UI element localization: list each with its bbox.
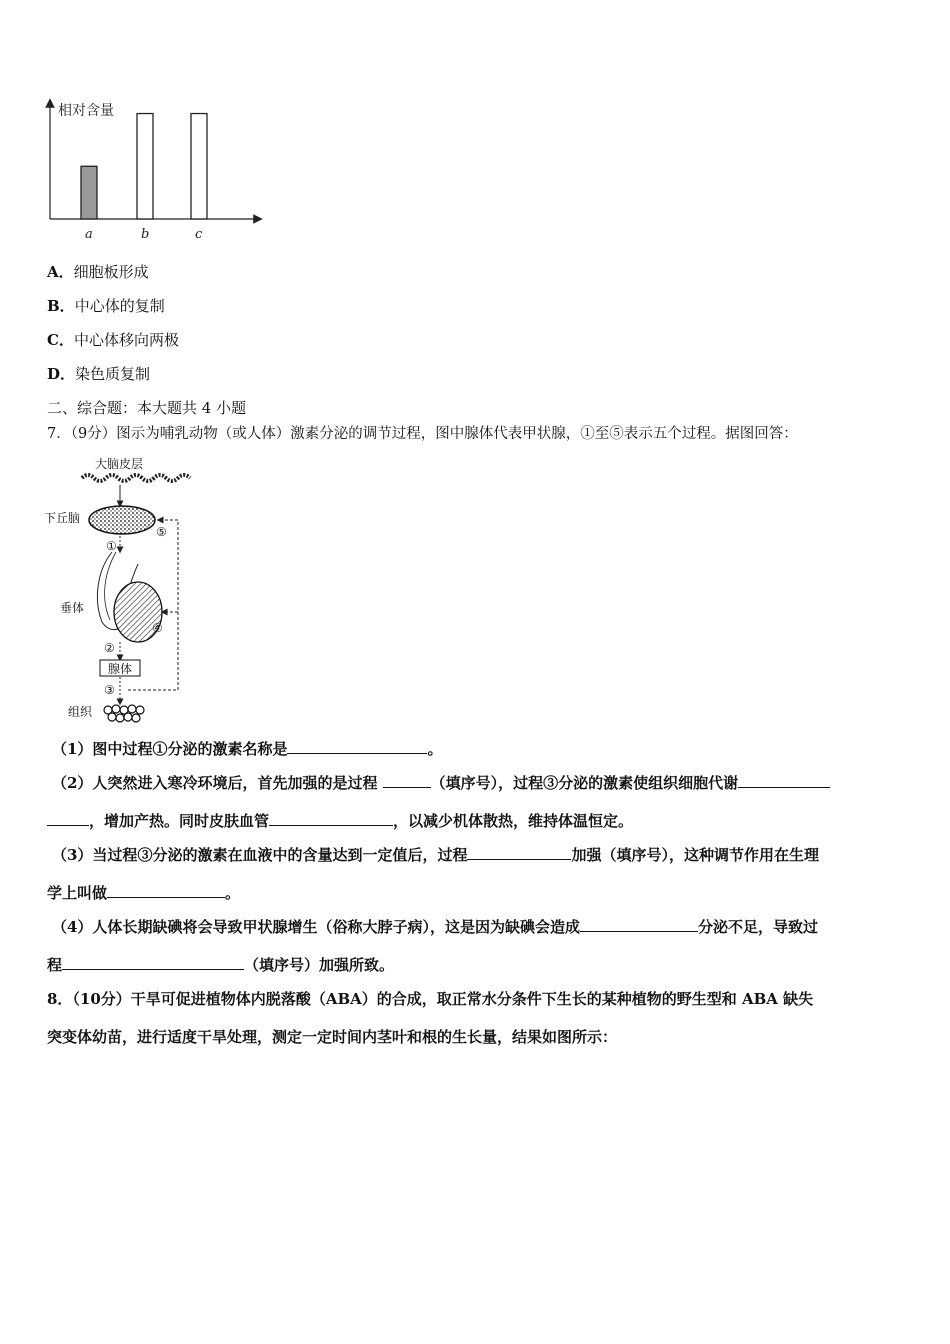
answer-blank[interactable] xyxy=(467,845,571,860)
q7-sub1: （1）图中过程①分泌的激素名称是 。 xyxy=(52,740,443,758)
answer-blank[interactable] xyxy=(738,773,830,788)
answer-blank[interactable] xyxy=(47,811,89,826)
bar-a xyxy=(81,166,97,219)
tissue-cells xyxy=(104,705,144,722)
tissue-label: 组织 xyxy=(68,705,93,719)
option-d: D．染色质复制 xyxy=(47,365,151,383)
bar-c xyxy=(191,114,207,219)
answer-blank[interactable] xyxy=(287,739,427,754)
answer-blank[interactable] xyxy=(383,773,431,788)
answer-blank[interactable] xyxy=(269,811,393,826)
q7-stem: 7．（9分）图示为哺乳动物（或人体）激素分泌的调节过程，图中腺体代表甲状腺，①至⑤表示五个过程。据图回答： xyxy=(47,426,798,442)
tick-label-a: a xyxy=(85,227,93,242)
section-title: 二、综合题：本大题共 4 小题 xyxy=(47,399,247,417)
process-3-label: ③ xyxy=(104,683,115,697)
y-axis-label: 相对含量 xyxy=(58,103,114,119)
answer-blank[interactable] xyxy=(580,917,698,932)
tick-label-b: b xyxy=(141,227,150,242)
option-c: C．中心体移向两极 xyxy=(47,331,179,349)
process-5-label: ⑤ xyxy=(156,525,167,539)
q7-sub2-line1: （2）人突然进入寒冷环境后，首先加强的是过程 （填序号），过程③分泌的激素使组织细胞代谢 xyxy=(52,773,830,793)
q8-line1: 8．（10分）干旱可促进植物体内脱落酸（ABA）的合成，取正常水分条件下生长的某种植物的野生型和 ABA 缺失 xyxy=(47,990,814,1008)
process-1-label: ① xyxy=(106,539,117,553)
q7-sub3-line2: 学上叫做 。 xyxy=(47,884,241,902)
q7-sub4-line1: （4）人体长期缺碘将会导致甲状腺增生（俗称大脖子病），这是因为缺碘会造成 分泌不足，导致过 xyxy=(52,918,818,936)
q8-line2: 突变体幼苗，进行适度干旱处理，测定一定时间内茎叶和根的生长量，结果如图所示： xyxy=(47,1028,618,1046)
answer-blank[interactable] xyxy=(107,883,225,898)
tick-label-c: c xyxy=(195,227,203,242)
q7-sub3-line1: （3）当过程③分泌的激素在血液中的含量达到一定值后，过程 加强（填序号），这种调节作用在生理 xyxy=(52,846,819,864)
cortex-label: 大脑皮层 xyxy=(95,457,144,471)
hypothalamus-shape xyxy=(89,506,155,534)
answer-blank[interactable] xyxy=(62,955,244,970)
q7-sub2-line2: ，增加产热。同时皮肤血管 ，以减少机体散热，维持体温恒定。 xyxy=(47,811,633,831)
gland-label: 腺体 xyxy=(108,662,133,676)
pituitary-label: 垂体 xyxy=(60,601,85,615)
option-a: A．细胞板形成 xyxy=(47,263,149,281)
bar-b xyxy=(137,114,153,219)
relative-content-chart xyxy=(40,95,270,245)
cortex-wave xyxy=(82,475,190,481)
option-b: B．中心体的复制 xyxy=(47,297,165,315)
process-2-label: ② xyxy=(104,641,115,655)
process-4-label: ④ xyxy=(152,621,163,635)
q7-sub4-line2: 程 （填序号）加强所致。 xyxy=(47,956,395,974)
hormone-diagram xyxy=(40,452,200,724)
hypothalamus-label: 下丘脑 xyxy=(44,511,81,525)
